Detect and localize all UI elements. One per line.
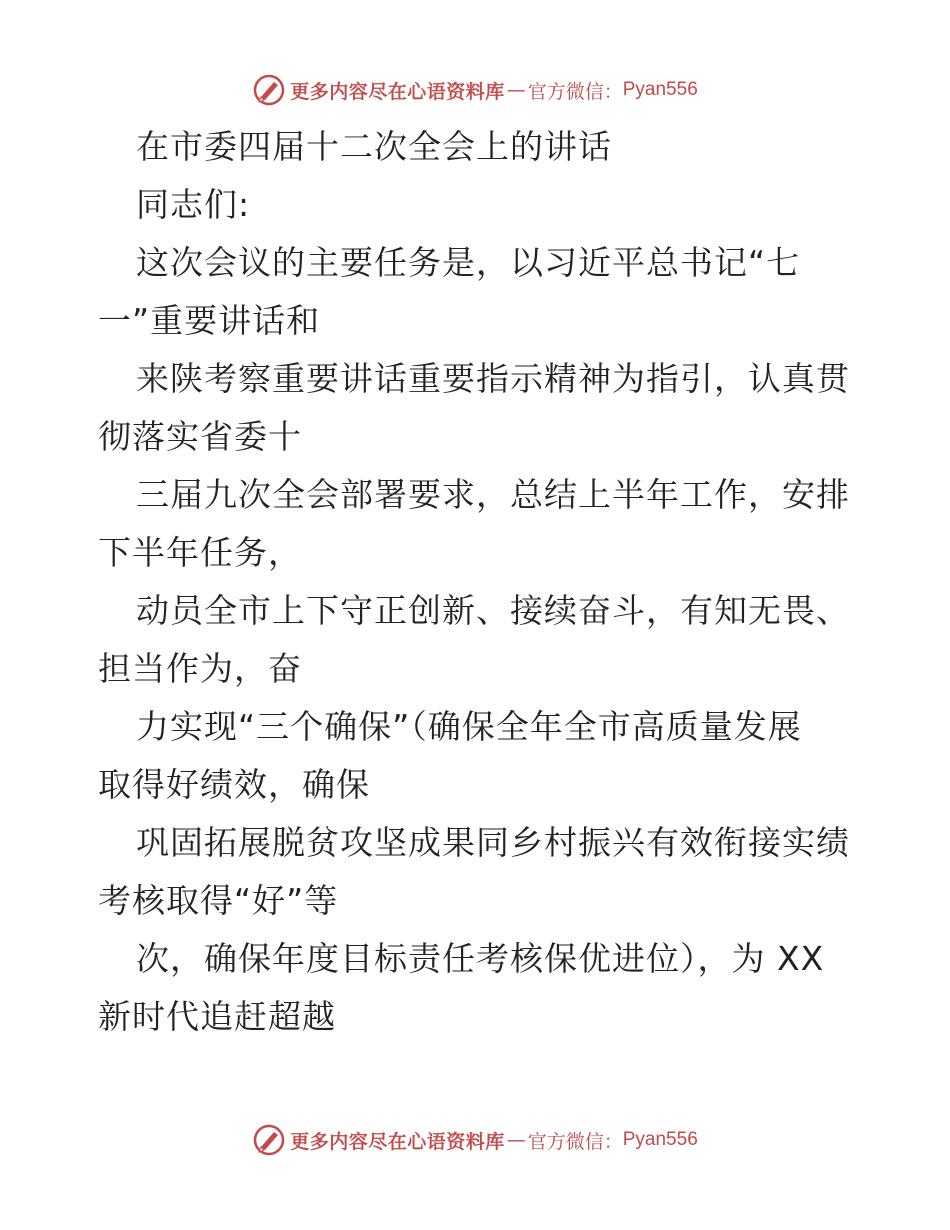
paragraph-line: 下半年任务， — [98, 533, 302, 572]
paragraph-line: 取得好绩效，确保 — [98, 765, 370, 804]
paragraph-line: 彻落实省委十 — [98, 417, 302, 456]
banner-dash: — — [506, 79, 526, 101]
header-banner[interactable] — [0, 72, 950, 108]
paragraph-line: 一”重要讲话和 — [98, 301, 321, 340]
paragraph-line: 新时代追赶超越 — [98, 997, 336, 1036]
paragraph-line: 动员全市上下守正创新、接续奋斗，有知无畏、 — [136, 591, 850, 630]
pen-logo-icon — [252, 73, 286, 107]
banner-wechat-id: Pyan556 — [622, 1129, 698, 1150]
paragraph-line: 这次会议的主要任务是，以习近平总书记“七 — [136, 243, 801, 282]
paragraph-line: 力实现“三个确保”（确保全年全市高质量发展 — [136, 707, 802, 746]
document-title: 在市委四届十二次全会上的讲话 — [136, 127, 612, 166]
banner-main-text: 更多内容尽在心语资料库 — [290, 80, 505, 103]
document-body — [98, 118, 858, 1046]
paragraph-line: 担当作为，奋 — [98, 649, 302, 688]
footer-banner[interactable] — [0, 1122, 950, 1158]
paragraph-line: 次，确保年度目标责任考核保优进位），为 XX — [136, 939, 825, 978]
pen-logo-icon — [252, 1123, 286, 1157]
banner-dash: — — [506, 1129, 526, 1151]
paragraph-line: 考核取得“好”等 — [98, 881, 339, 920]
banner-main-text: 更多内容尽在心语资料库 — [290, 1130, 505, 1153]
paragraph-line: 来陕考察重要讲话重要指示精神为指引，认真贯 — [136, 359, 850, 398]
banner-wechat-id: Pyan556 — [622, 79, 698, 100]
paragraph-line: 巩固拓展脱贫攻坚成果同乡村振兴有效衔接实绩 — [136, 823, 850, 862]
banner-wechat-label: 官方微信： — [527, 1130, 623, 1153]
paragraph-line: 同志们: — [136, 185, 251, 224]
paragraph-line: 三届九次全会部署要求，总结上半年工作，安排 — [136, 475, 850, 514]
banner-wechat-label: 官方微信： — [527, 80, 623, 103]
